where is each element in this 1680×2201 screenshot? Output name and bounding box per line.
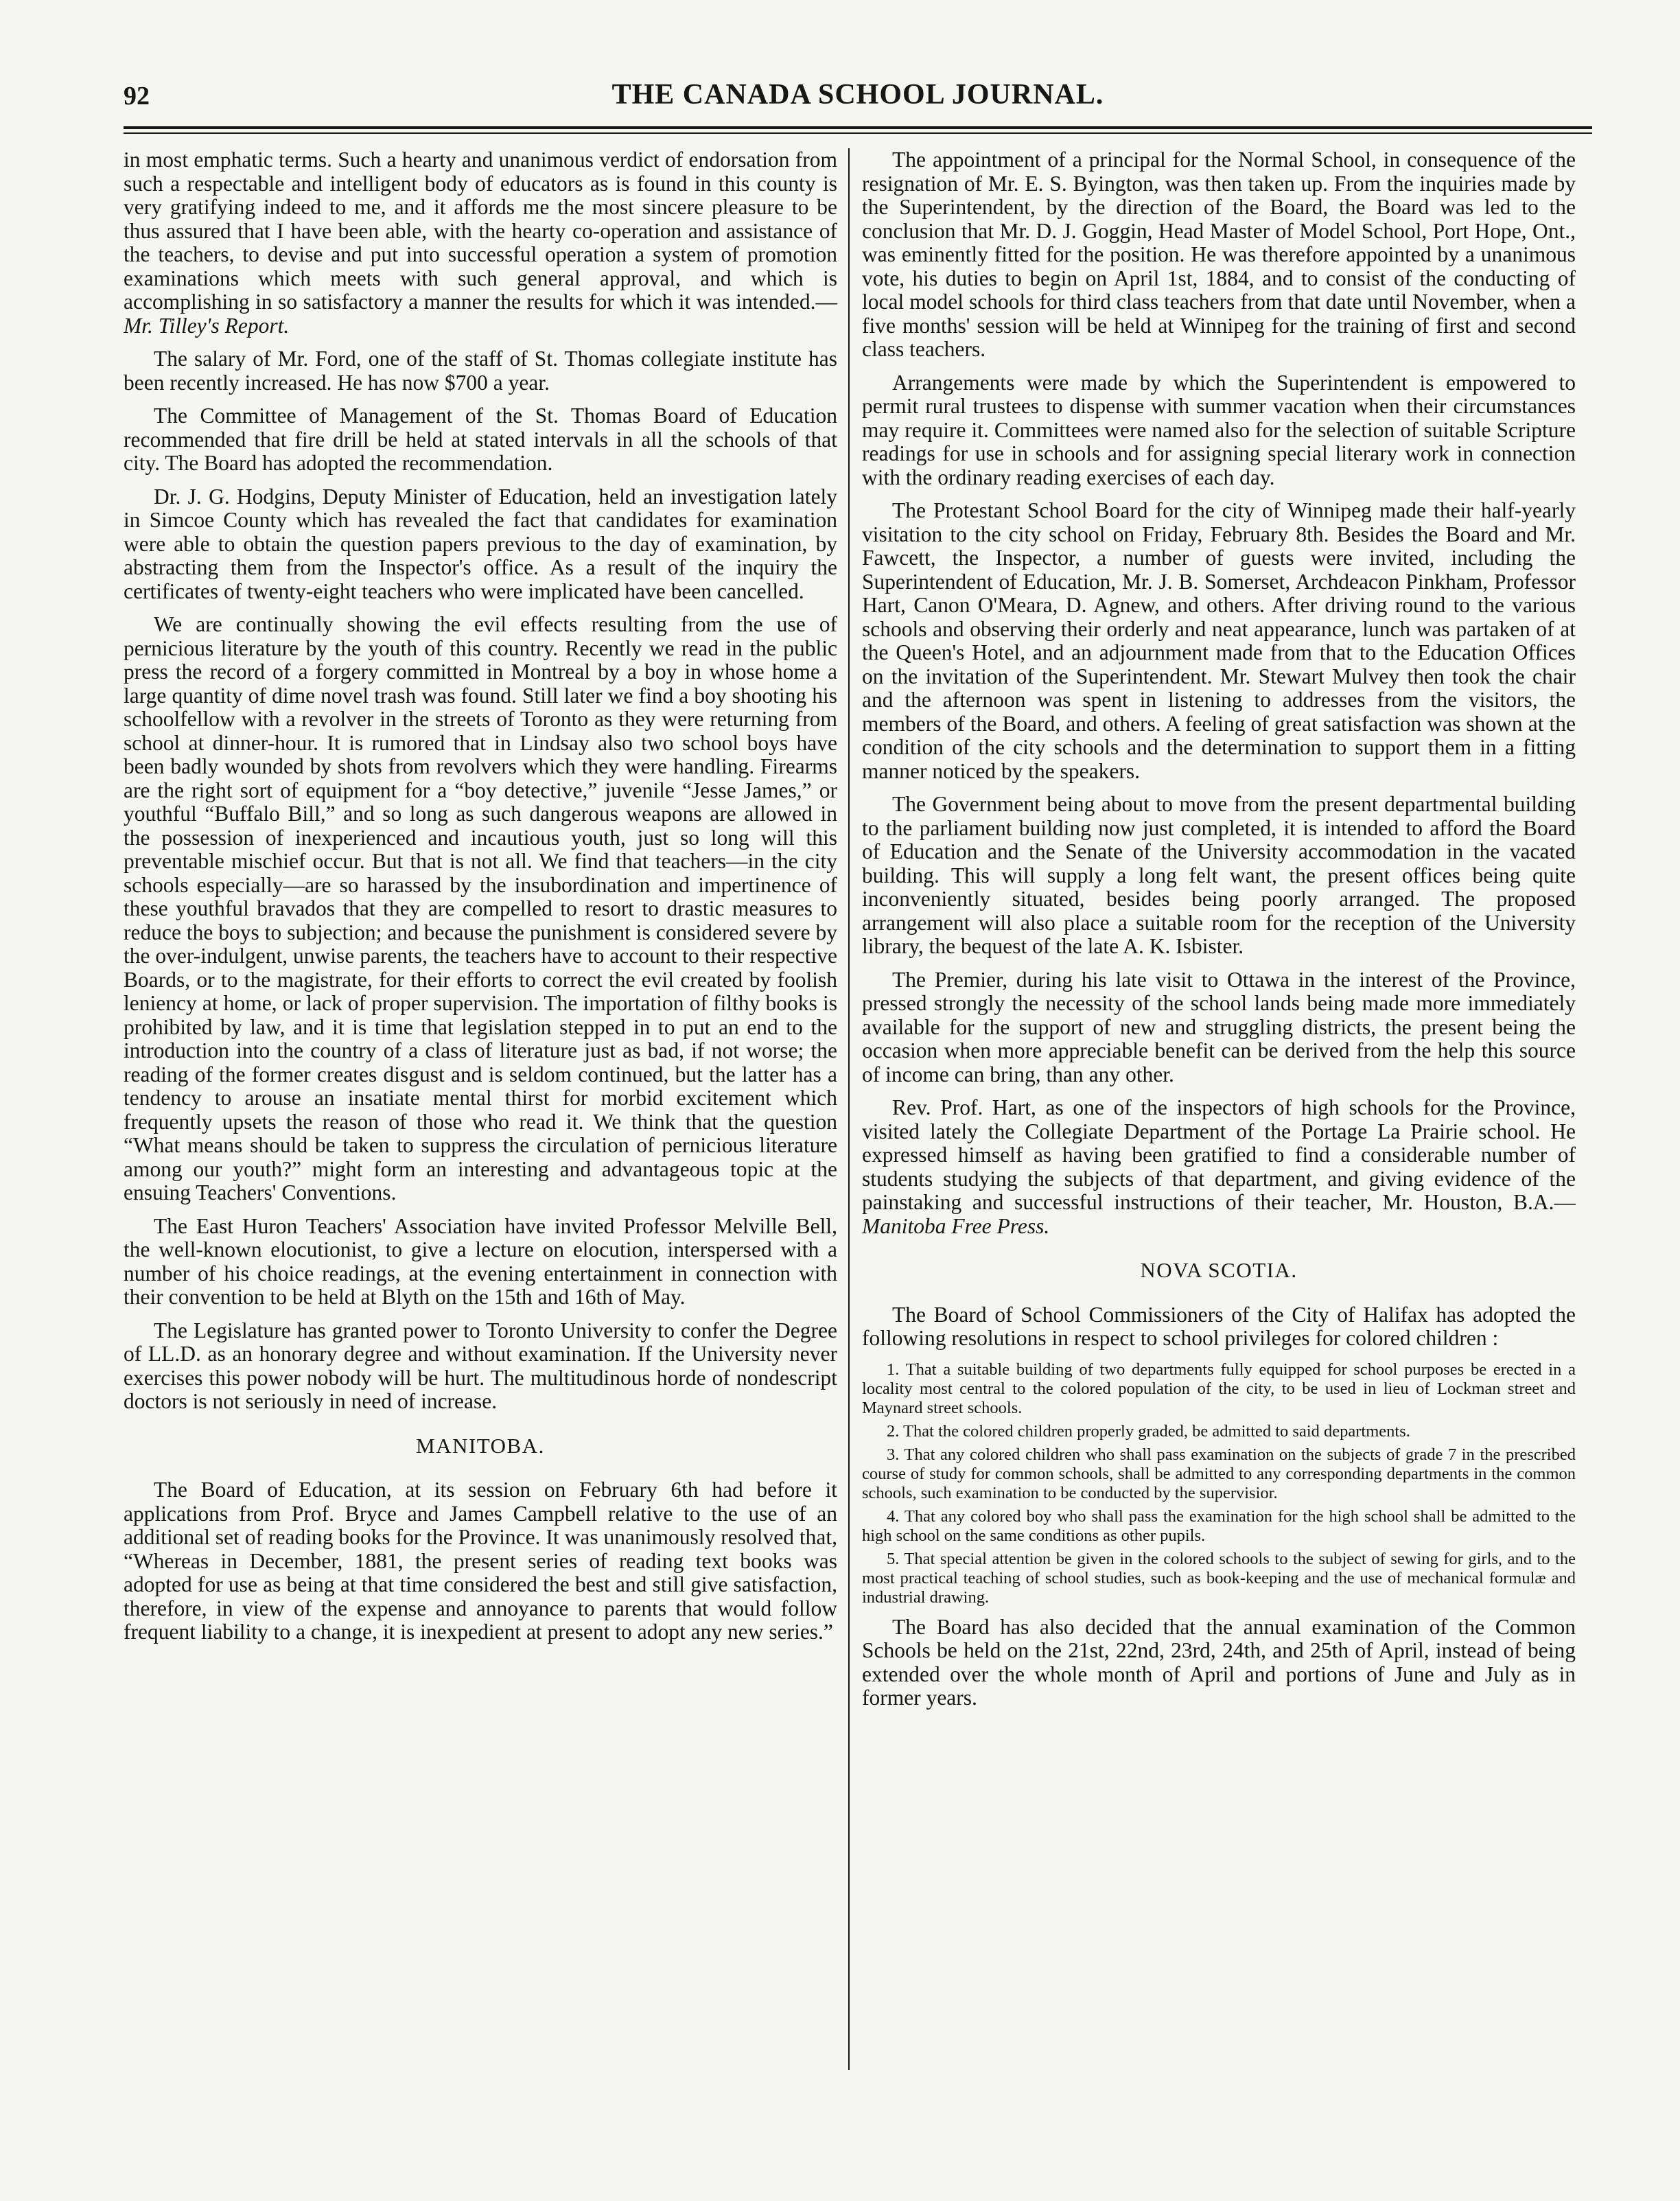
- resolutions-list: [862, 1360, 1576, 1607]
- journal-title: THE CANADA SCHOOL JOURNAL.: [611, 79, 1104, 110]
- paragraph-board-education: The Board of Education, at its session on February 6th had before it applications from Prof. Bryce and James Campbell relative to the use of an additional set of reading books for the Province. It was unanimously resolved that, “Whereas in December, 1881, the present series of reading text books was adopted for use as being at that time considered the best and still give satisfaction, therefore, in view of the expense and annoyance to parents that would follow frequent liability to a change, it is inexpedient at present to adopt any new series.”: [124, 1478, 837, 1644]
- paragraph-prof-hart: [862, 1096, 1576, 1238]
- right-column: [851, 148, 1576, 2159]
- column-divider: [848, 148, 850, 2070]
- article-columns: [124, 148, 1592, 2159]
- left-column: [124, 148, 847, 2159]
- paragraph-east-huron: The East Huron Teachers' Association have invited Professor Melville Bell, the well-known elocutionist, to give a lecture on elocution, interspersed with a number of his choice readings, at the evening entertainment in connection with their convention to be held at Blyth on the 15th and 16th of May.: [124, 1213, 837, 1309]
- resolution-item: 1. That a suitable building of two departments fully equipped for school purposes be erected in a locality most central to the colored population of the city, to be used in lieu of Lockman street and Maynard street schools.: [862, 1360, 1576, 1417]
- source-citation: Mr. Tilley's Report.: [124, 313, 290, 338]
- paragraph-pernicious-literature: We are continually showing the evil effects resulting from the use of pernicious literature by the youth of this country. Recently we read in the public press the record of a forgery committed in Montreal by a boy in whose home a large quantity of dime novel trash was found. Still later we find a boy shooting his schoolfellow with a revolver in the streets of Toronto as they were returning from school at dinner-hour. It is rumored that in Lindsay also two school boys have been badly wounded by shots from revolvers which they were handling. Firearms are the right sort of equipment for a “boy detective,” juvenile “Jesse James,” or youthful “Buffalo Bill,” and so long as such dangerous weapons are allowed in the possession of inexperienced and incautious youth, just so long will this preventable mischief occur. But that is not all. We find that teachers—in the city schools especially—are so harassed by the insubordination and impertinence of these youthful bravados that they are compelled to resort to drastic measures to reduce the boys to subjection; and because the punishment is considered severe by the over-indulgent, unwise parents, the teachers have to account to their respective Boards, or to the magistrate, for their efforts to correct the evil created by foolish leniency at home, or lack of proper supervision. The importation of filthy books is prohibited by law, and it is time that legislation stepped in to put an end to the introduction into the country of a class of literature just as bad, if not worse; the reading of the former creates disgust and is seldom continued, but the latter has a tendency to arouse an insatiate mental thirst for morbid excitement which frequently upsets the reason of those who read it. We think that the question “What means should be taken to suppress the circulation of pernicious literature among our youth?” might form an interesting and advantageous topic at the ensuing Teachers' Conventions.: [124, 612, 837, 1204]
- page-header: [124, 75, 1592, 124]
- paragraph-fire-drill: The Committee of Management of the St. Thomas Board of Education recommended that fire drill be held at stated intervals in all the schools of that city. The Board has adopted the recommendation.: [124, 404, 837, 475]
- paragraph-annual-examination: The Board has also decided that the annual examination of the Common Schools be held on the 21st, 22nd, 23rd, 24th, and 25th of April, instead of being extended over the whole month of April and portions of June and July as in former years.: [862, 1614, 1576, 1710]
- header-rule-thick: [124, 126, 1592, 129]
- header-rule-thin: [124, 132, 1592, 134]
- resolution-item: 4. That any colored boy who shall pass the examination for the high school shall be admitted to the high school on the same conditions as other pupils.: [862, 1506, 1576, 1545]
- journal-page: [124, 75, 1592, 2162]
- resolution-item: 3. That any colored children who shall pass examination on the subjects of grade 7 in the prescribed course of study for common schools, shall be admitted to any corresponding departments in the common schools, such examination to be conducted by the supervisior.: [862, 1445, 1576, 1502]
- paragraph-text: in most emphatic terms. Such a hearty and unanimous verdict of endorsation from such a respectable and intelligent body of educators as is found in this county is very gratifying indeed to me, and it affords me the most sincere pleasure to be thus assured that I have been able, with the hearty co-operation and assistance of the teachers, to devise and put into successful operation a system of promotion examinations which meets with such general approval, and which is accomplishing in so satisfactory a manner the results for which it was intended.—: [124, 148, 837, 314]
- paragraph-tilley-report: [124, 148, 837, 338]
- section-heading-nova-scotia: NOVA SCOTIA.: [1140, 1258, 1298, 1282]
- paragraph-government-building: The Government being about to move from the present departmental building to the parliament building now just completed, it is intended to afford the Board of Education and the Senate of the University accommodation in the vacated building. This will supply a long felt want, the present offices being quite inconveniently situated, besides being poorly arranged. The proposed arrangement will also place a suitable room for the reception of the University library, the bequest of the late A. K. Isbister.: [862, 792, 1576, 958]
- paragraph-winnipeg-visitation: The Protestant School Board for the city of Winnipeg made their half-yearly visitation to the city school on Friday, February 8th. Besides the Board and Mr. Fawcett, the Inspector, a number of guests were invited, including the Superintendent of Education, Mr. J. B. Somerset, Archdeacon Pinkham, Professor Hart, Canon O'Meara, D. Agnew, and others. After driving round to the various schools and observing their orderly and neat appearance, lunch was partaken of at the Queen's Hotel, and an adjournment made from that to the Education Offices on the invitation of the Superintendent. Mr. Stewart Mulvey then took the chair and the afternoon was spent in listening to addresses from the visitors, the members of the Board, and others. A feeling of great satisfaction was shown at the condition of the city schools and the determination to support them in a fitting manner noticed by the speakers.: [862, 498, 1576, 783]
- paragraph-ford-salary: The salary of Mr. Ford, one of the staff of St. Thomas collegiate institute has been recently increased. He has now $700 a year.: [124, 347, 837, 395]
- paragraph-normal-school: The appointment of a principal for the Normal School, in consequence of the resignation of Mr. E. S. Byington, was then taken up. From the inquiries made by the Superintendent, by the direction of the Board, the Board was led to the conclusion that Mr. D. J. Goggin, Head Master of Model School, Port Hope, Ont., was eminently fitted for the position. He was therefore appointed by a unanimous vote, his duties to begin on April 1st, 1884, and to consist of the conducting of local model schools for third class teachers from that date until November, when a five months' session will be held at Winnipeg for the training of first and second class teachers.: [862, 148, 1576, 361]
- header-rule: [124, 126, 1592, 141]
- paragraph-halifax-board: The Board of School Commissioners of the City of Halifax has adopted the following resolutions in respect to school privileges for colored children :: [862, 1302, 1576, 1350]
- paragraph-hodgins-investigation: Dr. J. G. Hodgins, Deputy Minister of Education, held an investigation lately in Simcoe County which has revealed the fact that candidates for examination were able to obtain the question papers previous to the day of examination, by abstracting them from the Inspector's office. As a result of the inquiry the certificates of twenty-eight teachers who were implicated have been cancelled.: [124, 484, 837, 603]
- source-citation: Manitoba Free Press.: [862, 1213, 1050, 1238]
- section-heading-manitoba: MANITOBA.: [416, 1433, 545, 1458]
- paragraph-text: Rev. Prof. Hart, as one of the inspectors of high schools for the Province, visited lately the Collegiate Department of the Portage La Prairie school. He expressed himself as having been gratified to find a considerable number of students studying the subjects of that department, and giving evidence of the painstaking and successful instructions of their teacher, Mr. Houston, B.A.—: [862, 1095, 1576, 1214]
- resolution-item: 5. That special attention be given in the colored schools to the subject of sewing for girls, and to the most practical teaching of school studies, such as book-keeping and the use of mechanical formulæ and industrial drawing.: [862, 1549, 1576, 1607]
- paragraph-premier: The Premier, during his late visit to Ottawa in the interest of the Province, pressed strongly the necessity of the school lands being made more immediately available for the support of new and struggling districts, the present being the occasion when more appreciable benefit can be derived from the help this source of income can bring, than any other.: [862, 967, 1576, 1086]
- resolution-item: 2. That the colored children properly graded, be admitted to said departments.: [887, 1421, 1410, 1441]
- paragraph-arrangements: Arrangements were made by which the Superintendent is empowered to permit rural trustees to dispense with summer vacation when their circumstances may require it. Committees were named also for the selection of suitable Scripture readings for use in schools and for assigning special literary work in connection with the ordinary reading exercises of each day.: [862, 370, 1576, 489]
- page-number: 92: [124, 82, 150, 110]
- paragraph-lld-degree: The Legislature has granted power to Toronto University to confer the Degree of LL.D. as an honorary degree and without examination. If the University never exercises this power nobody will be hurt. The multitudinous horde of nondescript doctors is not seriously in need of increase.: [124, 1318, 837, 1413]
